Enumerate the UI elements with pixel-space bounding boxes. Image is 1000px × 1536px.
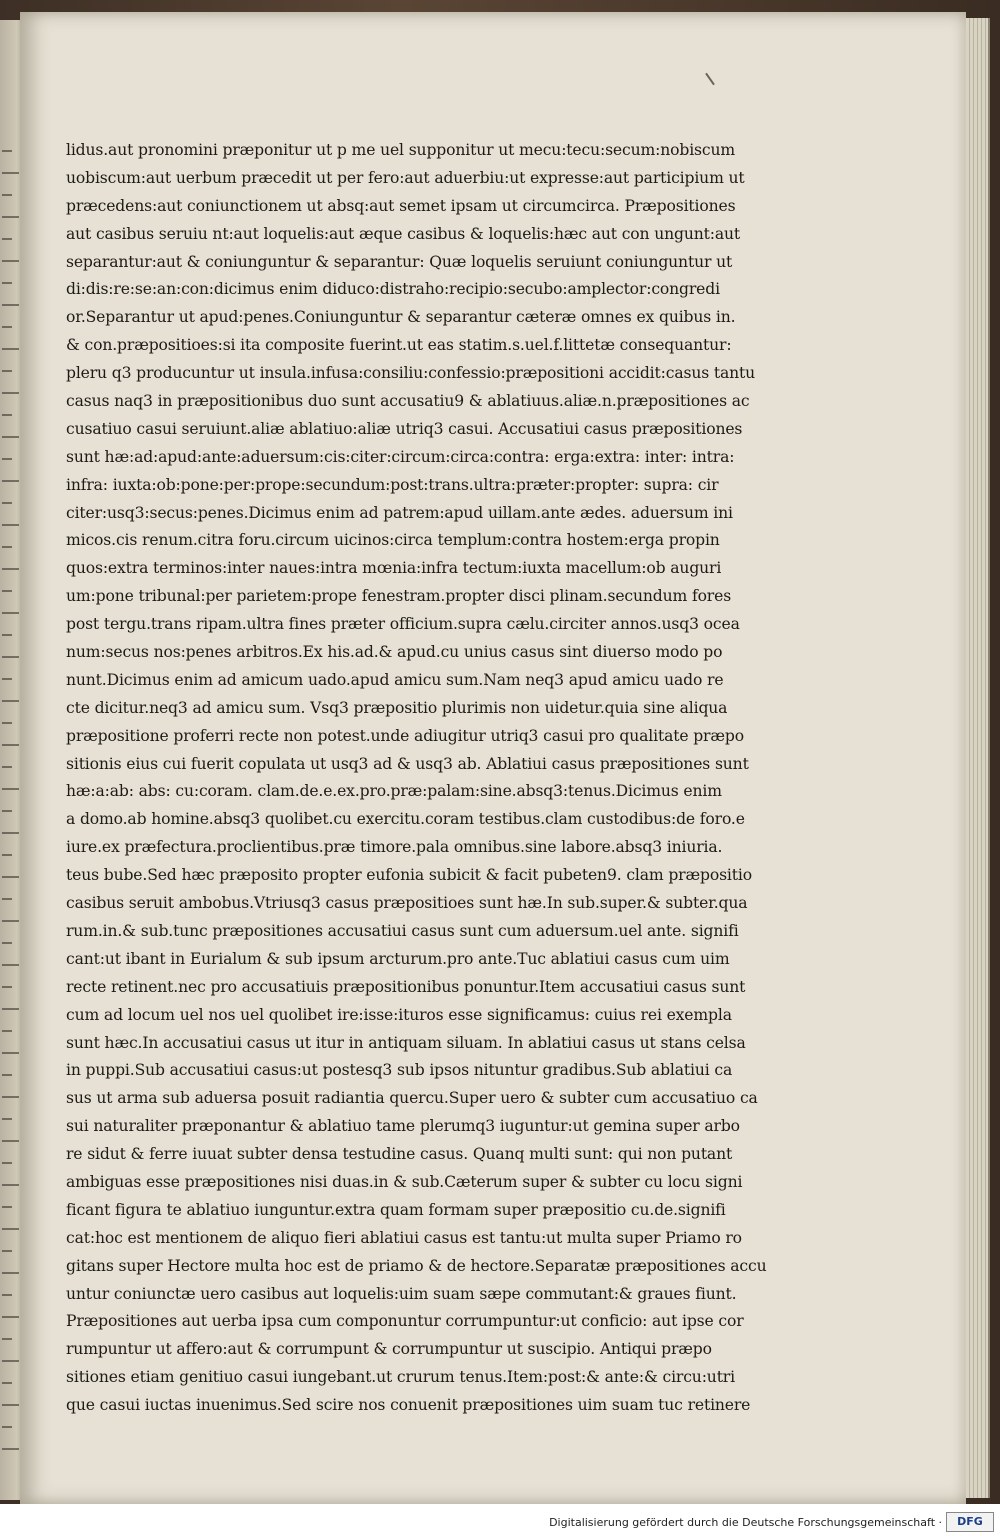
facing-page-text-fragment xyxy=(2,1294,12,1296)
facing-page-text-fragment xyxy=(2,568,19,570)
facing-page-text-fragment xyxy=(2,260,19,262)
facing-page-text-fragment xyxy=(2,1228,19,1230)
book-page xyxy=(20,12,966,1504)
facing-page-text-fragment xyxy=(2,1096,19,1098)
text-line: sui naturaliter præponantur & ablatiuo tame plerumq3 iuguntur:ut gemina super arbo xyxy=(66,1117,740,1136)
text-line: cte dicitur.neq3 ad amicu sum. Vsq3 præpositio plurimis non uidetur.quia sine aliqua xyxy=(66,698,728,717)
text-line: hæ:a:ab: abs: cu:coram. clam.de.e.ex.pro.præ:palam:sine.absq3:tenus.Dicimus enim xyxy=(66,782,722,801)
text-line: quos:extra terminos:inter naues:intra mœnia:infra tectum:iuxta macellum:ob auguri xyxy=(66,559,722,578)
text-line: a domo.ab homine.absq3 quolibet.cu exercitu.coram testibus.clam custodibus:de foro.e xyxy=(66,810,745,829)
text-line: rumpuntur ut affero:aut & corrumpunt & corrumpuntur ut suscipio. Antiqui præpo xyxy=(66,1340,712,1359)
facing-page-text-fragment xyxy=(2,194,12,196)
text-line: cant:ut ibant in Eurialum & sub ipsum arcturum.pro ante.Tuc ablatiui casus cum uim xyxy=(66,949,730,968)
facing-page-text-fragment xyxy=(2,150,12,152)
text-line: um:pone tribunal:per parietem:prope fenestram.propter disci plinam.secundum fores xyxy=(66,587,732,606)
facing-page-text-fragment xyxy=(2,678,12,680)
facing-page-text-fragment xyxy=(2,370,12,372)
facing-page-text-fragment xyxy=(2,722,12,724)
text-line: ficant figura te ablatiuo iunguntur.extra quam formam super præpositio cu.de.signifi xyxy=(66,1200,726,1219)
facing-page-text-fragment xyxy=(2,1360,19,1362)
facing-page-text-fragment xyxy=(2,436,19,438)
facing-page-text-fragment xyxy=(2,590,12,592)
facing-page-text-fragment xyxy=(2,326,12,328)
text-line: pleru q3 producuntur ut insula.infusa:consiliu:confessio:præpositioni accidit:casus tantu xyxy=(66,364,756,383)
text-line: in puppi.Sub accusatiui casus:ut postesq3 sub ipsos nituntur gradibus.Sub ablatiui ca xyxy=(66,1061,733,1080)
facing-page-text-fragment xyxy=(2,1382,12,1384)
facing-page-text-fragment xyxy=(2,216,19,218)
text-line: post tergu.trans ripam.ultra fines præter officium.supra cælu.circiter annos.usq3 ocea xyxy=(66,615,740,634)
text-line: citer:usq3:secus:penes.Dicimus enim ad patrem:apud uillam.ante ædes. aduersum ini xyxy=(66,503,733,522)
facing-page-text-fragment xyxy=(2,744,19,746)
text-line: gitans super Hectore multa hoc est de priamo & de hectore.Separatæ præpositiones accu xyxy=(66,1256,767,1275)
text-line: di:dis:re:se:an:con:dicimus enim diduco:distraho:recipio:secubo:amplector:congredi xyxy=(66,280,720,299)
facing-page-text-fragment xyxy=(2,898,12,900)
text-line: præpositione proferri recte non potest.unde adiugitur utriq3 casui pro qualitate præpo xyxy=(66,726,744,745)
facing-page-text-fragment xyxy=(2,1316,19,1318)
facing-page-text-fragment xyxy=(2,1074,12,1076)
facing-page-text-fragment xyxy=(2,546,12,548)
text-line: iure.ex præfectura.proclientibus.præ timore.pala omnibus.sine labore.absq3 iniuria. xyxy=(66,838,723,857)
facing-page-text-fragment xyxy=(2,1008,19,1010)
text-line: nunt.Dicimus enim ad amicum uado.apud amicu sum.Nam neq3 apud amicu uado re xyxy=(66,670,724,689)
facing-page-text-fragment xyxy=(2,282,12,284)
text-line: sunt hæc.In accusatiui casus ut itur in antiquam siluam. In ablatiui casus ut stans celsa xyxy=(66,1033,746,1052)
text-line: rum.in.& sub.tunc præpositiones accusatiui casus sunt cum aduersum.uel ante. signifi xyxy=(66,921,739,940)
facing-page-text-fragment xyxy=(2,656,19,658)
text-line: teus bube.Sed hæc præposito propter eufonia subicit & facit pubeten9. clam præpositio xyxy=(66,866,752,885)
text-line: casibus seruit ambobus.Vtriusq3 casus præpositioes sunt hæ.In sub.super.& subter.qua xyxy=(66,894,748,913)
facing-page-text-fragment xyxy=(2,1030,12,1032)
facing-page-text-fragment xyxy=(2,766,12,768)
text-line: sus ut arma sub aduersa posuit radiantia quercu.Super uero & subter cum accusatiuo ca xyxy=(66,1089,758,1108)
facing-page-text-fragment xyxy=(2,1250,12,1252)
facing-page-text-fragment xyxy=(2,238,12,240)
facing-page-text-fragment xyxy=(2,1404,19,1406)
text-line: aut casibus seruiu nt:aut loquelis:aut æque casibus & loquelis:hæc aut con ungunt:aut xyxy=(66,224,741,243)
facing-page-text-fragment xyxy=(2,348,19,350)
text-line: que casui iuctas inuenimus.Sed scire nos conuenit præpositiones uim suam tuc retinere xyxy=(66,1396,751,1415)
facing-page-text-fragment xyxy=(2,920,19,922)
facing-page-text-fragment xyxy=(2,1206,12,1208)
facing-page-text-fragment xyxy=(2,964,19,966)
ink-mark xyxy=(705,73,715,86)
text-line: or.Separantur ut apud:penes.Coniunguntur & separantur cæteræ omnes ex quibus in. xyxy=(66,308,736,327)
facing-page-text-fragment xyxy=(2,1448,19,1450)
text-line: re sidut & ferre iuuat subter densa testudine casus. Quanq multi sunt: qui non putant xyxy=(66,1145,733,1164)
facing-page-text-fragment xyxy=(2,1052,19,1054)
facing-page-text-fragment xyxy=(2,788,19,790)
text-block xyxy=(66,137,794,1420)
text-line: untur coniunctæ uero casibus aut loquelis:uim suam sæpe commutant:& graues fiunt. xyxy=(66,1284,737,1303)
facing-page-text-fragment xyxy=(2,458,12,460)
facing-page-text-fragment xyxy=(2,810,12,812)
text-line: & con.præpositioes:si ita composite fuerint.ut eas statim.s.uel.f.littetæ consequantur: xyxy=(66,336,732,355)
facing-page-text-fragment xyxy=(2,1338,12,1340)
text-line: Præpositiones aut uerba ipsa cum componuntur corrumpuntur:ut conficio: aut ipse cor xyxy=(66,1312,744,1331)
facing-page-text-fragment xyxy=(2,524,19,526)
text-line: sunt hæ:ad:apud:ante:aduersum:cis:citer:circum:circa:contra: erga:extra: inter: intra: xyxy=(66,447,735,466)
facing-page-text-fragment xyxy=(2,832,19,834)
facing-page-text-fragment xyxy=(2,1118,12,1120)
facing-page-text-fragment xyxy=(2,1184,19,1186)
facing-page-text-fragment xyxy=(2,480,19,482)
text-line: separantur:aut & coniunguntur & separantur: Quæ loquelis seruiunt coniunguntur ut xyxy=(66,252,733,271)
text-line: ambiguas esse præpositiones nisi duas.in & sub.Cæterum super & subter cu locu signi xyxy=(66,1172,743,1191)
facing-page-text-fragment xyxy=(2,612,19,614)
page-stack-edges xyxy=(966,18,990,1498)
text-line: uobiscum:aut uerbum præcedit ut per fero:aut aduerbiu:ut expresse:aut participium ut xyxy=(66,168,745,187)
text-line: cusatiuo casui seruiunt.aliæ ablatiuo:aliæ utriq3 casui. Accusatiui casus præpositiones xyxy=(66,419,743,438)
facing-page-text-fragment xyxy=(2,392,19,394)
funding-notice: Digitalisierung gefördert durch die Deutsche Forschungsgemeinschaft · xyxy=(549,1516,942,1529)
text-line: præcedens:aut coniunctionem ut absq:aut semet ipsam ut circumcirca. Præpositiones xyxy=(66,196,736,215)
facing-page-text-fragment xyxy=(2,1162,12,1164)
text-line: sitiones etiam genitiuo casui iungebant.ut crurum tenus.Item:post:& ante:& circu:utri xyxy=(66,1368,735,1387)
dfg-logo: DFG xyxy=(946,1512,994,1532)
facing-page-text-fragment xyxy=(2,854,12,856)
text-line: infra: iuxta:ob:pone:per:prope:secundum:post:trans.ultra:præter:propter: supra: cir xyxy=(66,475,719,494)
text-line: lidus.aut pronomini præponitur ut p me uel supponitur ut mecu:tecu:secum:nobiscum xyxy=(66,141,735,159)
facing-page-text-fragment xyxy=(2,876,19,878)
facing-page-text-fragment xyxy=(2,634,12,636)
facing-page-text-fragment xyxy=(2,414,12,416)
facing-page-text-fragment xyxy=(2,1272,19,1274)
text-line: sitionis eius cui fuerit copulata ut usq3 ad & usq3 ab. Ablatiui casus præpositiones sunt xyxy=(66,754,749,773)
text-line: recte retinent.nec pro accusatiuis præpositionibus ponuntur.Item accusatiui casus sunt xyxy=(66,977,746,996)
facing-page-text-fragment xyxy=(2,986,12,988)
text-line: cat:hoc est mentionem de aliquo fieri ablatiui casus est tantu:ut multa super Priamo ro xyxy=(66,1228,742,1247)
facing-page-text-fragment xyxy=(2,172,19,174)
text-line: micos.cis renum.citra foru.circum uicinos:circa templum:contra hostem:erga propin xyxy=(66,531,720,550)
facing-page-text-fragment xyxy=(2,502,12,504)
facing-page-text-fragment xyxy=(2,942,12,944)
facing-page-text-fragment xyxy=(2,304,19,306)
text-line: num:secus nos:penes arbitros.Ex his.ad.& apud.cu unius casus sint diuerso modo po xyxy=(66,643,723,662)
facing-page-text-fragment xyxy=(2,1426,12,1428)
facing-page-text-fragment xyxy=(2,1140,19,1142)
text-line: casus naq3 in præpositionibus duo sunt accusatiu9 & ablatiuus.aliæ.n.præpositiones ac xyxy=(66,392,750,411)
text-line: cum ad locum uel nos uel quolibet ire:isse:ituros esse significamus: cuius rei exempla xyxy=(66,1005,732,1024)
facing-page-text-fragment xyxy=(2,700,19,702)
